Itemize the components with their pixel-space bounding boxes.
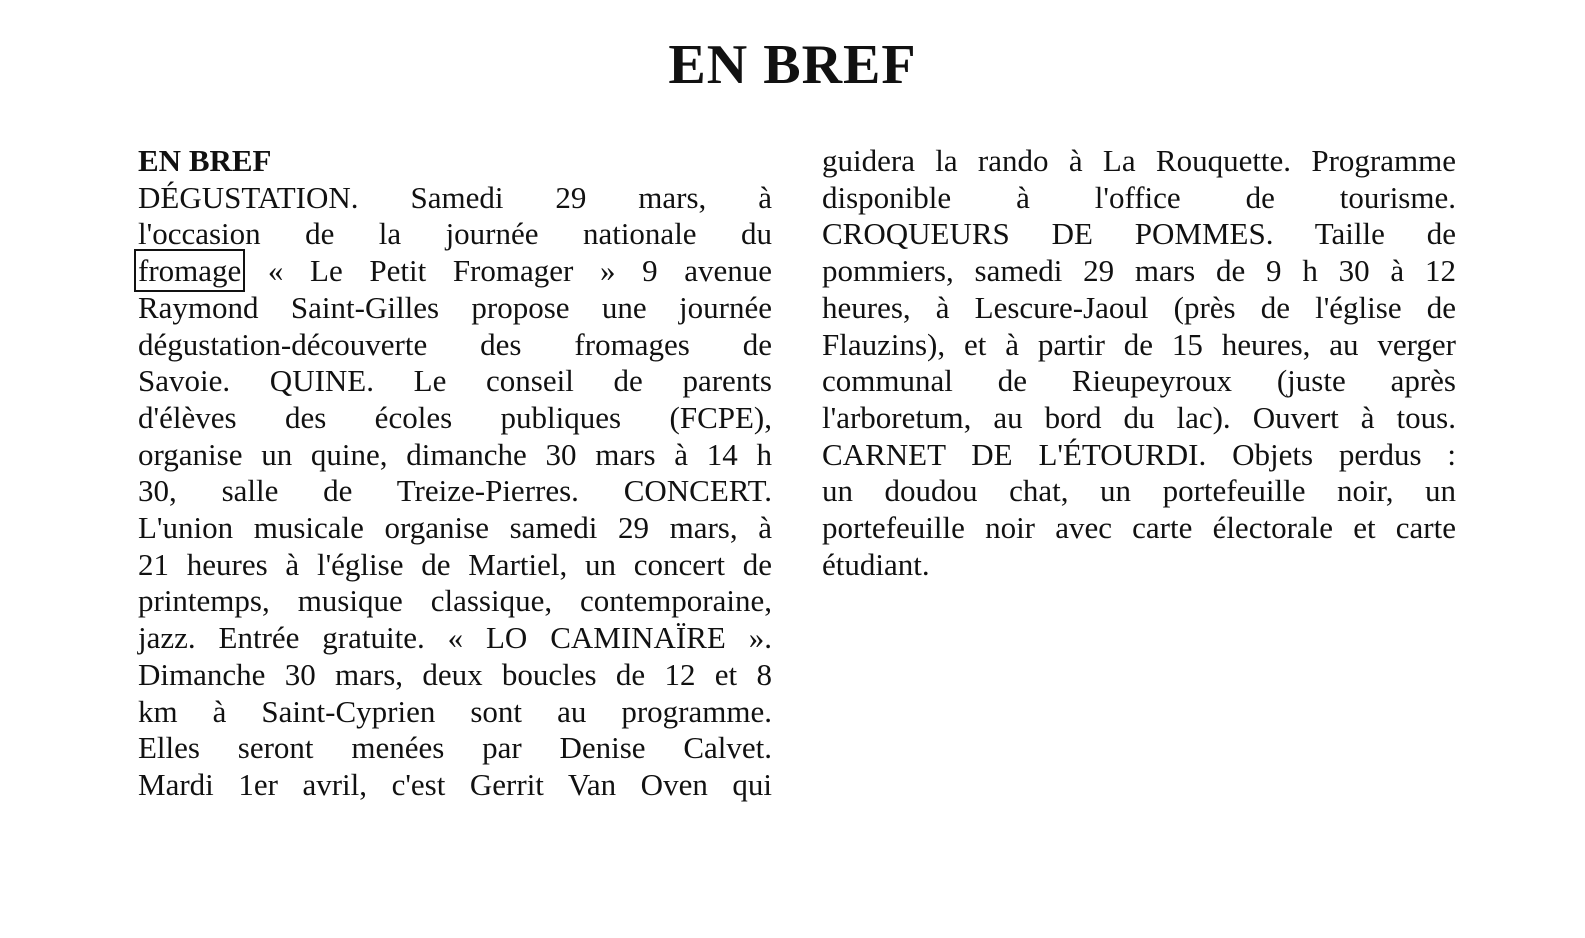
text-line-with-highlight [138,253,772,290]
text-line: organise un quine, dimanche 30 mars à 14 h [138,436,772,472]
text-line: portefeuille noir avec carte électorale et carte [822,510,1456,546]
text-line: Savoie. QUINE. Le conseil de parents [138,363,772,399]
text-line: printemps, musique classique, contemporaine, [138,583,772,619]
text-line: L'union musicale organise samedi 29 mars, à [138,510,772,546]
text-line: heures, à Lescure-Jaoul (près de l'église de [822,289,1456,325]
text-line: CARNET DE L'ÉTOURDI. Objets perdus : [822,436,1456,472]
text-line: l'occasion de la journée nationale du [138,216,772,252]
text-line: Dimanche 30 mars, deux boucles de 12 et 8 [138,656,772,692]
text-line: km à Saint-Cyprien sont au programme. [138,693,772,729]
text-line: jazz. Entrée gratuite. « LO CAMINAÏRE ». [138,620,772,656]
highlighted-word[interactable]: fromage [138,253,242,289]
text-line: l'arboretum, au bord du lac). Ouvert à tous. [822,399,1456,435]
text-line: Mardi 1er avril, c'est Gerrit Van Oven qui [138,766,772,802]
text-line: Elles seront menées par Denise Calvet. [138,730,772,766]
text-line-rest: « Le Petit Fromager » 9 avenue [267,253,772,289]
article-column-left [138,143,772,804]
text-line: guidera la rando à La Rouquette. Programme [822,143,1456,178]
text-line: dégustation-découverte des fromages de [138,326,772,362]
text-line: 30, salle de Treize-Pierres. CONCERT. [138,473,772,509]
text-line: étudiant. [822,546,930,582]
text-line: Raymond Saint-Gilles propose une journée [138,289,772,325]
text-line: DÉGUSTATION. Samedi 29 mars, à [138,179,772,215]
text-line: pommiers, samedi 29 mars de 9 h 30 à 12 [822,253,1456,289]
page-title: EN BREF [668,34,917,96]
text-line: un doudou chat, un portefeuille noir, un [822,473,1456,509]
text-line: communal de Rieupeyroux (juste après [822,363,1456,399]
text-line: d'élèves des écoles publiques (FCPE), [138,399,772,435]
text-line: disponible à l'office de tourisme. [822,179,1456,215]
text-line: CROQUEURS DE POMMES. Taille de [822,216,1456,252]
section-heading: EN BREF [138,143,272,178]
text-line: Flauzins), et à partir de 15 heures, au verger [822,326,1456,362]
article-column-right [822,143,1456,583]
text-line: 21 heures à l'église de Martiel, un concert de [138,546,772,582]
